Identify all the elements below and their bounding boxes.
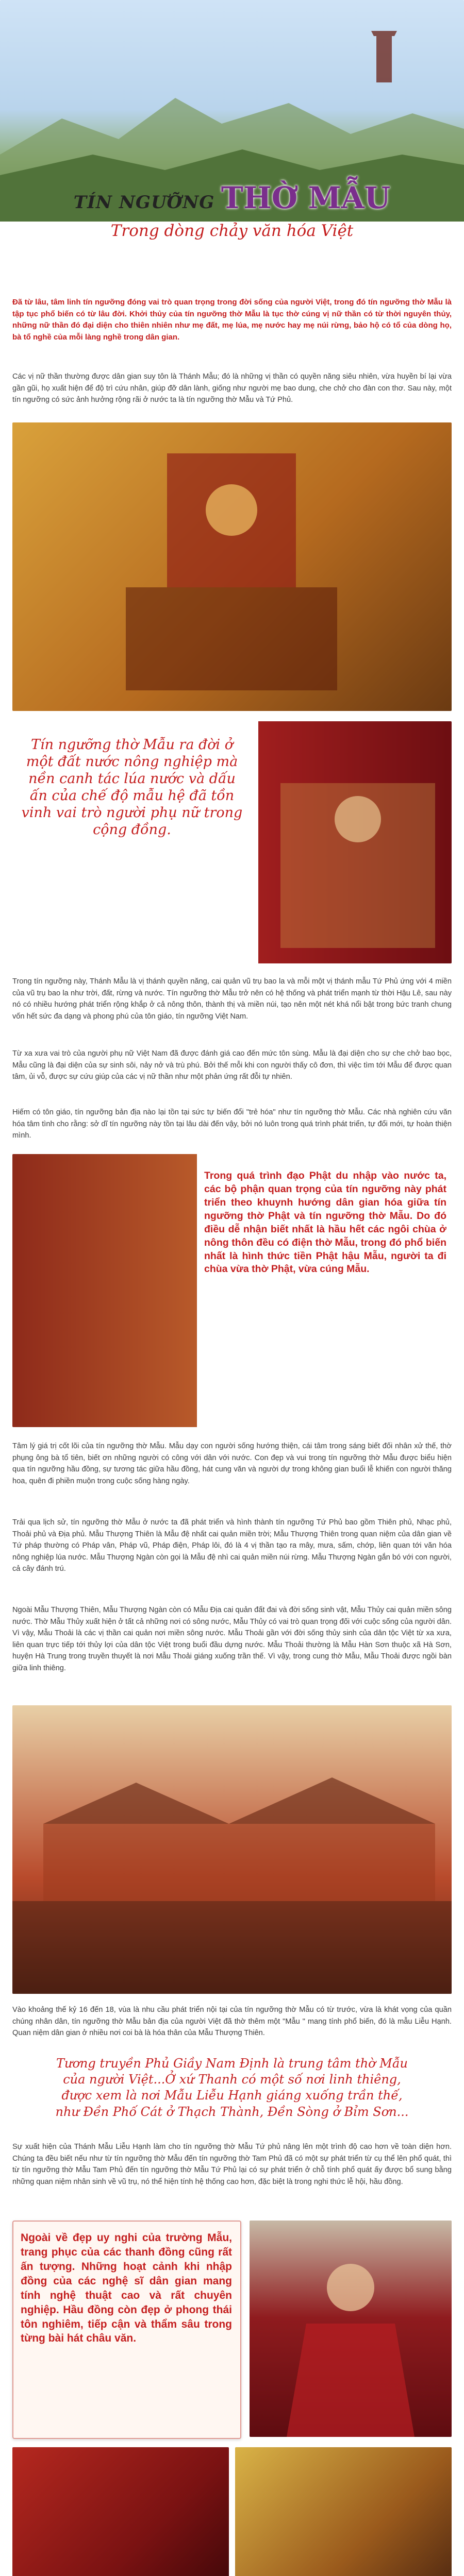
paragraph-4: Hiếm có tôn giáo, tín ngưỡng bản địa nào lại tồn tại sức tự biến đổi "trẻ hóa" như tín ngưỡng thờ Mẫu. Các nhà nghiên cứu văn hóa tâm tình cho rằng: sở dĩ tín ngưỡng này tồn tại lâu dài đến vậy, bởi nó luôn trong quá trình phát triển, tự đổi mới, tự hoàn thiện mình. — [12, 1108, 452, 1140]
paragraph-9: Sự xuất hiện của Thánh Mẫu Liễu Hạnh làm cho tín ngưỡng thờ Mẫu Tứ phủ nâng lên một trình độ cao hơn về toàn diện hơn. Chúng ta đều biết nếu như từ tín ngưỡng thờ Mẫu đến tín ngưỡng thờ Tam Phủ đã có một sự phát triển từ cụ thể lên phổ quát, thì từ tín ngưỡng thờ Mẫu Tam Phủ đến tín ngưỡng thờ Mẫu Tứ Phủ lại có sự phát triển ở chỗ tính phổ quát ấy được bổ sung bằng những quan niệm nhân sinh về vũ trụ, nó thể hiện tính hệ thống cao hơn, đặc biệt là trong nghi thức lễ hội, hầu đồng. — [12, 2143, 452, 2186]
paragraph-6: Trải qua lịch sử, tín ngưỡng thờ Mẫu ở nước ta đã phát triển và hình thành tín ngưỡng Tứ Phủ bao gồm Thiên phủ, Nhạc phủ, Thoải phủ và Địa phủ. Mẫu Thượng Thiên là Mẫu đệ nhất cai quản miền trời; Mẫu Thượng Thiên trong quan niệm của dân gian về Tứ pháp thường có Pháp vân, Pháp vũ, Pháp điện, Pháp lôi, đó là 4 vị thần tạo ra mây, mưa, sấm, chớp, liên quan tới văn hóa nông nghiệp lúa nước. Mẫu Thượng Ngàn còn gọi là Mẫu đệ nhì cai quản miền núi rừng. Mẫu Thượng Ngàn gắn bó với con người, cả cây đánh trú. — [12, 1518, 452, 1573]
paragraph-7: Ngoài Mẫu Thượng Thiên, Mẫu Thượng Ngàn còn có Mẫu Địa cai quản đất đai và đời sống sinh vật, Mẫu Thủy cai quản miền sông nước. Thờ Mẫu Thủy xuất hiện ở tất cả những nơi có sông nước, Mẫu Thủy có vai trò quan trọng đối với cuộc sống của người dân. Vì vậy, Mẫu Thoải là các vị thần cai quản nơi miền sông nước. Mẫu Thoải gần với đời sống thủy sinh của dân tộc Việt từ xa xưa, liên quan trực tiếp tới thủy lợi của dân tộc Việt trong buổi đầu dựng nước. Mẫu Thoải thường là Mẫu Hàn Sơn thuộc xã Hà Sơn, huyện Hà Trung trong truyền thuyết là nơi Mẫu Thoải giáng xuống trần thế. Vì vậy, trong cung thờ Mẫu, Mẫu Thoải được ngồi bàn giữa linh thiêng. — [12, 1606, 452, 1673]
paragraph-5: Tâm lý giá trị cốt lõi của tín ngưỡng thờ Mẫu. Mẫu dạy con người sống hướng thiện, cái tâm trong sáng biết đối nhân xử thế, thờ phụng ông bà tổ tiên, biết ơn những người có công với dân với nước. Con đẹp và vui trong tín ngưỡng thờ Mẫu được biểu hiện qua tín ngưỡng hầu đồng, sự tương tác giữa hầu đồng, hát cung văn và người dự trong không gian buổi lễ khiến con người thăng hoa, quên đi phiền muộn trong cuộc sống hàng ngày. — [12, 1442, 452, 1485]
medium-portrait-photo — [250, 2221, 452, 2437]
intro-paragraph: Đã từ lâu, tâm linh tín ngưỡng đóng vai trò quan trọng trong đời sống của người Việt, trong đó tín ngưỡng thờ Mẫu là tập tục phổ biến có từ lâu đời. Khởi thủy của tín ngưỡng thờ Mẫu là tục thờ cúng vị nữ thần có từ thời nguyên thủy, những nữ thần đó đại diện cho thiên nhiên như mẹ đất, mẹ lúa, mẹ nước hay mẹ núi rừng, bảo hộ có tổ của dòng họ, bà tổ nghề của mỗi làng nghề trong dân gian. — [12, 298, 452, 342]
header-subtitle: Trong dòng chảy văn hóa Việt — [110, 222, 354, 240]
quote-4: Ngoài về đẹp uy nghi của trường Mẫu, trang phục của các thanh đồng cũng rất ấn tượng. Những hoạt cảnh khi nhập đồng của các nghệ sĩ dân gian mang tính nghệ thuật cao và rất chuyên nghiệp. Hầu đồng còn đẹp ở phong thái tôn nghiêm, tiếp cận và thẩm sâu trong từng bài hát châu văn. — [21, 2232, 232, 2345]
paragraph-2: Trong tín ngưỡng này, Thánh Mẫu là vị thánh quyền năng, cai quản vũ trụ bao la và mỗi một vị thánh mẫu Tứ Phủ ứng với 4 miền của vũ trụ bao la như trời, đất, rừng và nước. Tín ngưỡng thờ Mẫu trở nên có hệ thống và phát triển mạnh từ thời Hậu Lê, sau này nó có nhiều hướng phát triển rộng khắp ở cả nông thôn, thành thị và miền núi, tạo nên một nét khá nổi bật trong bức tranh chung vốn hết sức đa dạng và phong phú của tôn giáo, tín ngưỡng Việt Nam. — [12, 977, 452, 1021]
header-title — [0, 180, 464, 215]
header-title-prefix: TÍN NGƯỠNG — [73, 192, 215, 213]
altar-photo — [12, 422, 452, 711]
ceremony-photo-right — [235, 2447, 452, 2576]
festival-photo — [12, 1705, 452, 1994]
header-title-highlight: THỜ MẪU — [221, 180, 391, 215]
quote-1: Tín ngưỡng thờ Mẫu ra đời ở một đất nước nông nghiệp mà nền canh tác lúa nước và dấu ấn của chế độ mẫu hệ đã tồn vinh vai trò người phụ nữ trong cộng đồng. — [21, 737, 243, 838]
ceremony-photo-left — [12, 2447, 229, 2576]
paragraph-3: Từ xa xưa vai trò của người phụ nữ Việt Nam đã được đánh giá cao đến mức tôn sùng. Mẫu là đại diện cho sự che chở bao bọc, Mẫu cũng là đại diện của sự sinh sôi, nảy nở và trù phú. Bởi thế mỗi khi con người thấy cô đơn, thì việc tìm tới Mẫu để được quan tâm, ủi vỗ, được sự cứu giúp của các vị nữ thần như một phản ứng rất đỗi tự nhiên. — [12, 1049, 452, 1081]
mountain-illustration — [0, 0, 464, 289]
header-landscape-photo — [0, 0, 464, 289]
quote-2: Trong quá trình đạo Phật du nhập vào nước ta, các bộ phận quan trọng của tín ngưỡng này phát triển theo khuynh hướng dân gian hóa giữa tín ngưỡng thờ Phật và tín ngưỡng thờ Mẫu. Do đó điều dễ nhận biết nhất là hầu hết các ngôi chùa ở nông thôn đều có điện thờ Mẫu, trong đó phổ biến nhất là hình thức tiền Phật hậu Mẫu, người ta đi chùa vừa thờ Phật, vừa cúng Mẫu. — [204, 1170, 446, 1275]
quote-3: Tương truyền Phủ Giầy Nam Định là trung tâm thờ Mẫu của người Việt...Ở xứ Thanh có một số nơi linh thiêng, được xem là nơi Mẫu Liễu Hạnh giáng xuống trần thế, như Đền Phố Cát ở Thạch Thành, Đền Sòng ở Bỉm Sơn... — [55, 2056, 409, 2119]
paragraph-8: Vào khoảng thế kỷ 16 đến 18, vùa là nhu cầu phát triển nội tại của tín ngưỡng thờ Mẫu có từ trước, vừa là khát vọng của quần chúng nhân dân, tín ngưỡng thờ Mẫu bản địa của người Việt đã thờ thêm một "Mẫu " mang tính phổ biến, đó là mẫu Liễu Hạnh. Quan niệm dân gian ở nhiều nơi coi bà là hóa thân của Mẫu Thượng Thiên. — [12, 2006, 452, 2038]
paragraph-1: Các vị nữ thần thường được dân gian suy tôn là Thánh Mẫu; đó là những vị thần có quyền năng siêu nhiên, vừa huyền bí lại vừa gần gũi, họ xuất hiện để độ trì cứu nhân, giúp đỡ dân lành, giống như người mẹ bao dung, che chở cho đàn con thơ. Sau này, một tín ngưỡng có sức ảnh hưởng rộng rãi ở nước ta là tín ngưỡng thờ Mẫu và Tứ Phủ. — [12, 372, 452, 404]
